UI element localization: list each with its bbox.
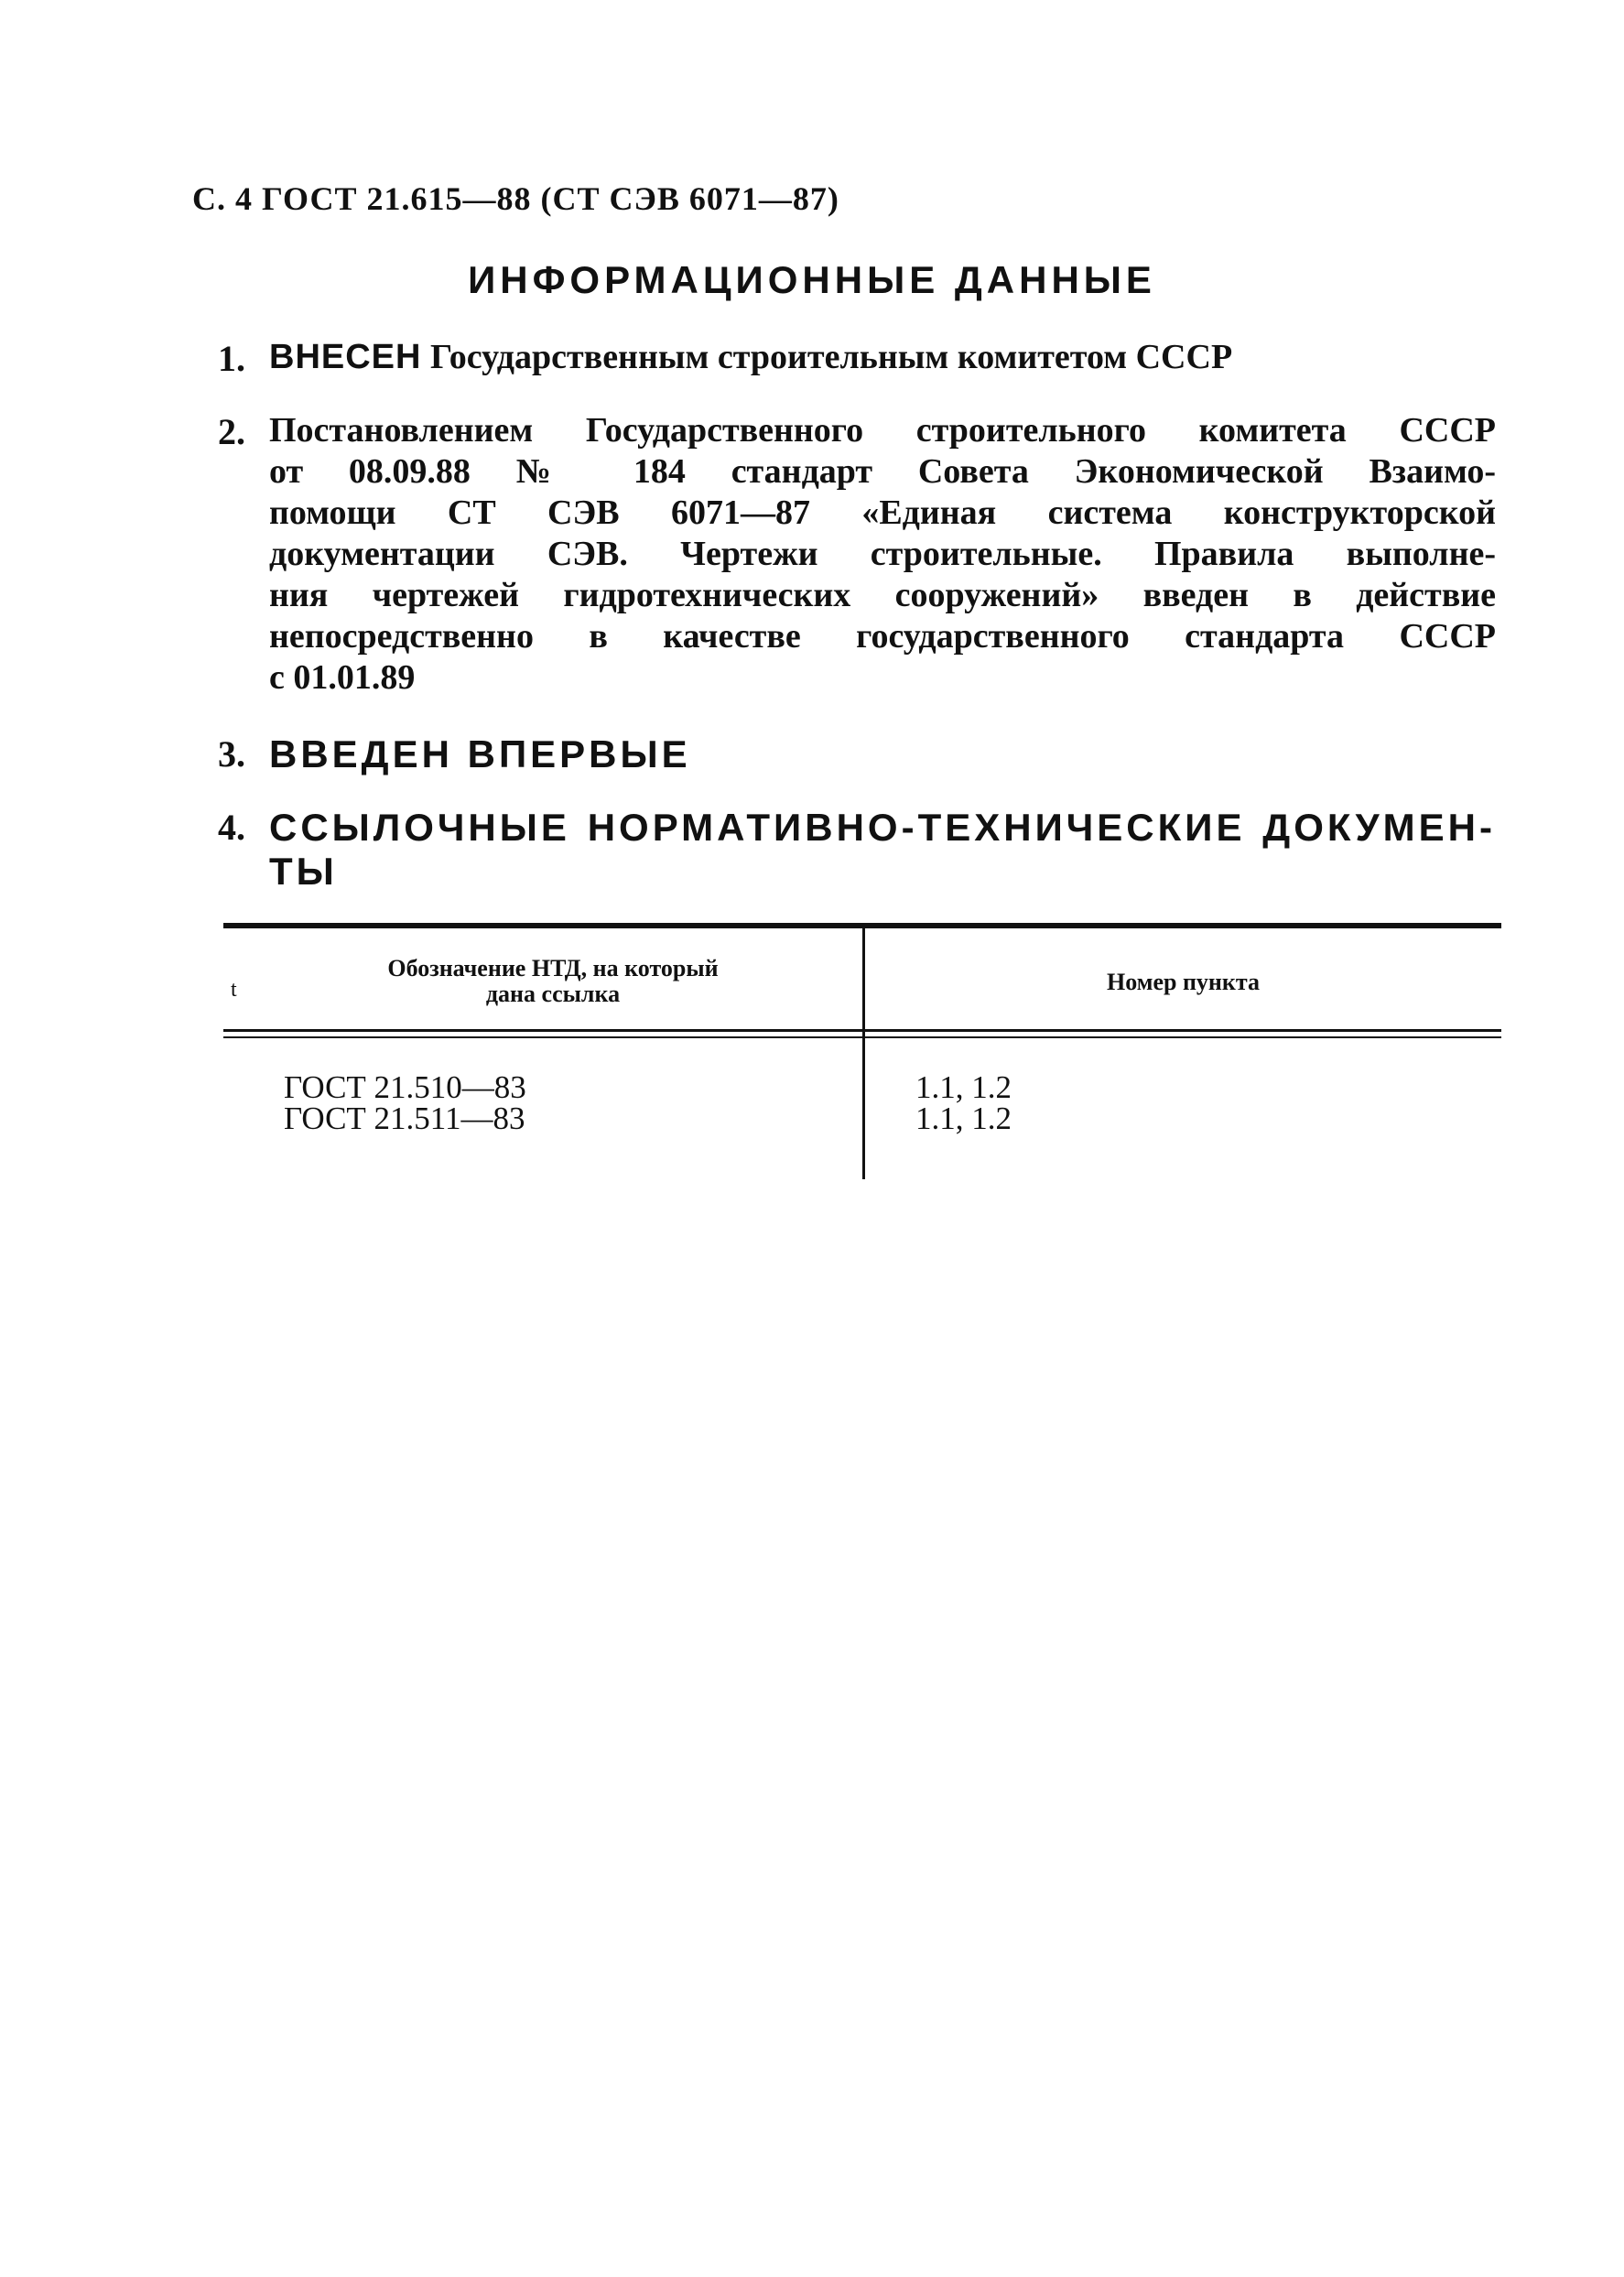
- item-4: [218, 806, 1499, 894]
- item-lead: ВНЕСЕН: [269, 338, 422, 376]
- item-heading: ВВЕДЕН ВПЕРВЫЕ: [269, 732, 691, 775]
- table-header-designation: [278, 956, 828, 1007]
- table-cell-designation: ГОСТ 21.510—83: [284, 1069, 526, 1105]
- item-3: [218, 732, 1499, 776]
- reference-table: [223, 923, 1501, 1179]
- text-line: непосредственно в качестве государственного стандарта СССР: [269, 617, 1496, 656]
- table-cell-clause: 1.1, 1.2: [915, 1069, 1012, 1105]
- heading-line: ТЫ: [269, 850, 338, 893]
- table-header-marker: t: [231, 978, 237, 1002]
- text-line: от 08.09.88 № 184 стандарт Совета Экономической Взаимо-: [269, 452, 1496, 491]
- item-body: Государственным строительным комитетом СССР: [429, 338, 1233, 376]
- table-cell-designation: ГОСТ 21.511—83: [284, 1101, 525, 1136]
- item-number: 1.: [218, 338, 245, 379]
- section-title: ИНФОРМАЦИОННЫЕ ДАННЫЕ: [468, 258, 1156, 301]
- table-column-divider: [862, 927, 865, 1179]
- page-header: С. 4 ГОСТ 21.615—88 (СТ СЭВ 6071—87): [192, 180, 839, 217]
- item-1: [218, 337, 1499, 377]
- header-line: дана ссылка: [485, 981, 621, 1007]
- text-line: Постановлением Государственного строительного комитета СССР: [269, 411, 1496, 450]
- item-text: [269, 410, 1496, 699]
- item-number: 4.: [218, 807, 245, 848]
- heading-line: ССЫЛОЧНЫЕ НОРМАТИВНО-ТЕХНИЧЕСКИЕ ДОКУМЕН-: [269, 806, 1496, 849]
- text-line: с 01.01.89: [269, 658, 416, 697]
- text-line: ния чертежей гидротехнических сооружений» введен в действие: [269, 576, 1496, 614]
- table-cell-clause: 1.1, 1.2: [915, 1101, 1012, 1136]
- item-text: [269, 337, 1499, 377]
- text-line: документации СЭВ. Чертежи строительные. Правила выполне-: [269, 535, 1496, 573]
- header-line: Обозначение НТД, на который: [387, 955, 719, 981]
- item-heading: [269, 806, 1496, 894]
- item-number: 3.: [218, 733, 245, 775]
- text-line: помощи СТ СЭВ 6071—87 «Единая система конструкторской: [269, 493, 1496, 532]
- item-number: 2.: [218, 411, 245, 452]
- table-header-clause: Номер пункта: [1107, 969, 1260, 995]
- item-2: [218, 410, 1499, 699]
